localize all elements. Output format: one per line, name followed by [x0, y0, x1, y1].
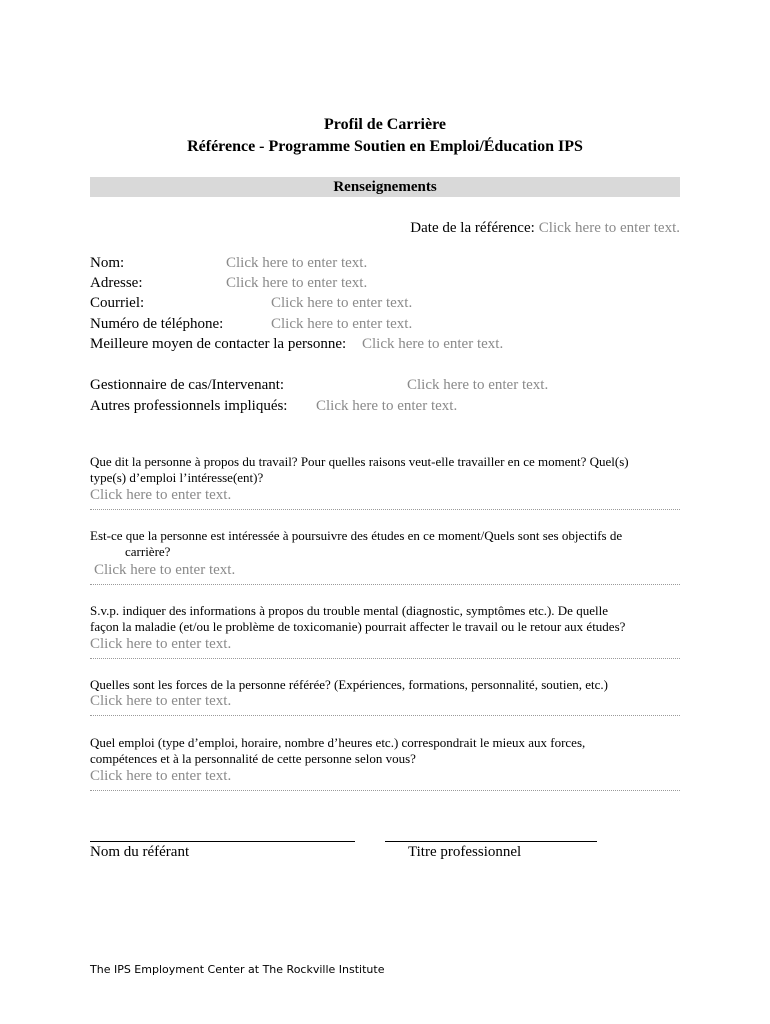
other-professionals-field[interactable]: Click here to enter text.: [316, 398, 458, 414]
case-manager-label: Gestionnaire de cas/Intervenant:: [90, 377, 285, 393]
question-line: Quel emploi (type d’emploi, horaire, nombre d’heures etc.) correspondrait le mieux aux forces,: [90, 735, 586, 750]
question-studies-text: [90, 528, 680, 560]
answer-divider: [90, 790, 680, 791]
question-line: compétences et à la personnalité de cette personne selon vous?: [90, 751, 416, 766]
question-line: S.v.p. indiquer des informations à propos du trouble mental (diagnostic, symptômes etc.). De quelle: [90, 603, 608, 618]
question-mental-health-answer[interactable]: Click here to enter text.: [90, 636, 232, 652]
email-label: Courriel:: [90, 295, 145, 311]
question-line: Est-ce que la personne est intéressée à poursuivre des études en ce moment/Quels sont ses objectifs de: [90, 528, 623, 543]
question-line: carrière?: [125, 544, 171, 559]
referrer-name-label: Nom du référant: [90, 844, 190, 860]
section-header-renseignements: [90, 177, 680, 197]
name-label: Nom:: [90, 255, 125, 271]
page-footer: The IPS Employment Center at The Rockville Institute: [90, 963, 385, 976]
answer-divider: [90, 715, 680, 716]
question-line: façon la maladie (et/ou le problème de toxicomanie) pourrait affecter le travail ou le retour aux études?: [90, 619, 626, 634]
signature-line-title: [385, 841, 597, 842]
best-contact-label: Meilleure moyen de contacter la personne:: [90, 336, 347, 352]
question-ideal-job-answer[interactable]: Click here to enter text.: [90, 768, 232, 784]
answer-divider: [90, 658, 680, 659]
question-line: Quelles sont les forces de la personne référée? (Expériences, formations, personnalité, soutien, etc.): [90, 677, 608, 692]
question-mental-health-text: [90, 603, 680, 635]
question-studies-answer[interactable]: Click here to enter text.: [94, 562, 236, 578]
document-title: Profil de Carrière: [323, 116, 447, 133]
question-strengths-text: [90, 677, 680, 693]
address-field[interactable]: Click here to enter text.: [226, 275, 368, 291]
case-manager-field[interactable]: Click here to enter text.: [407, 377, 549, 393]
reference-date-field[interactable]: Click here to enter text.: [538, 220, 680, 236]
document-subtitle: Référence - Programme Soutien en Emploi/Éducation IPS: [187, 138, 583, 155]
question-line: Que dit la personne à propos du travail? Pour quelles raisons veut-elle travailler en ce moment? Quel(s): [90, 454, 629, 469]
question-work-text: [90, 454, 680, 486]
best-contact-field[interactable]: Click here to enter text.: [362, 336, 504, 352]
question-work-answer[interactable]: Click here to enter text.: [90, 487, 232, 503]
answer-divider: [90, 584, 680, 585]
professional-title-label: Titre professionnel: [408, 844, 522, 860]
question-strengths-answer[interactable]: Click here to enter text.: [90, 693, 232, 709]
address-label: Adresse:: [90, 275, 143, 291]
reference-date-row: [410, 219, 680, 237]
other-professionals-label: Autres professionnels impliqués:: [90, 398, 288, 414]
question-line: type(s) d’emploi l’intéresse(ent)?: [90, 470, 264, 485]
signature-line-name: [90, 841, 355, 842]
question-ideal-job-text: [90, 735, 680, 767]
reference-date-label: Date de la référence:: [410, 220, 535, 236]
name-field[interactable]: Click here to enter text.: [226, 255, 368, 271]
phone-label: Numéro de téléphone:: [90, 316, 224, 332]
phone-field[interactable]: Click here to enter text.: [271, 316, 413, 332]
answer-divider: [90, 509, 680, 510]
email-field[interactable]: Click here to enter text.: [271, 295, 413, 311]
section-label: Renseignements: [333, 179, 437, 195]
